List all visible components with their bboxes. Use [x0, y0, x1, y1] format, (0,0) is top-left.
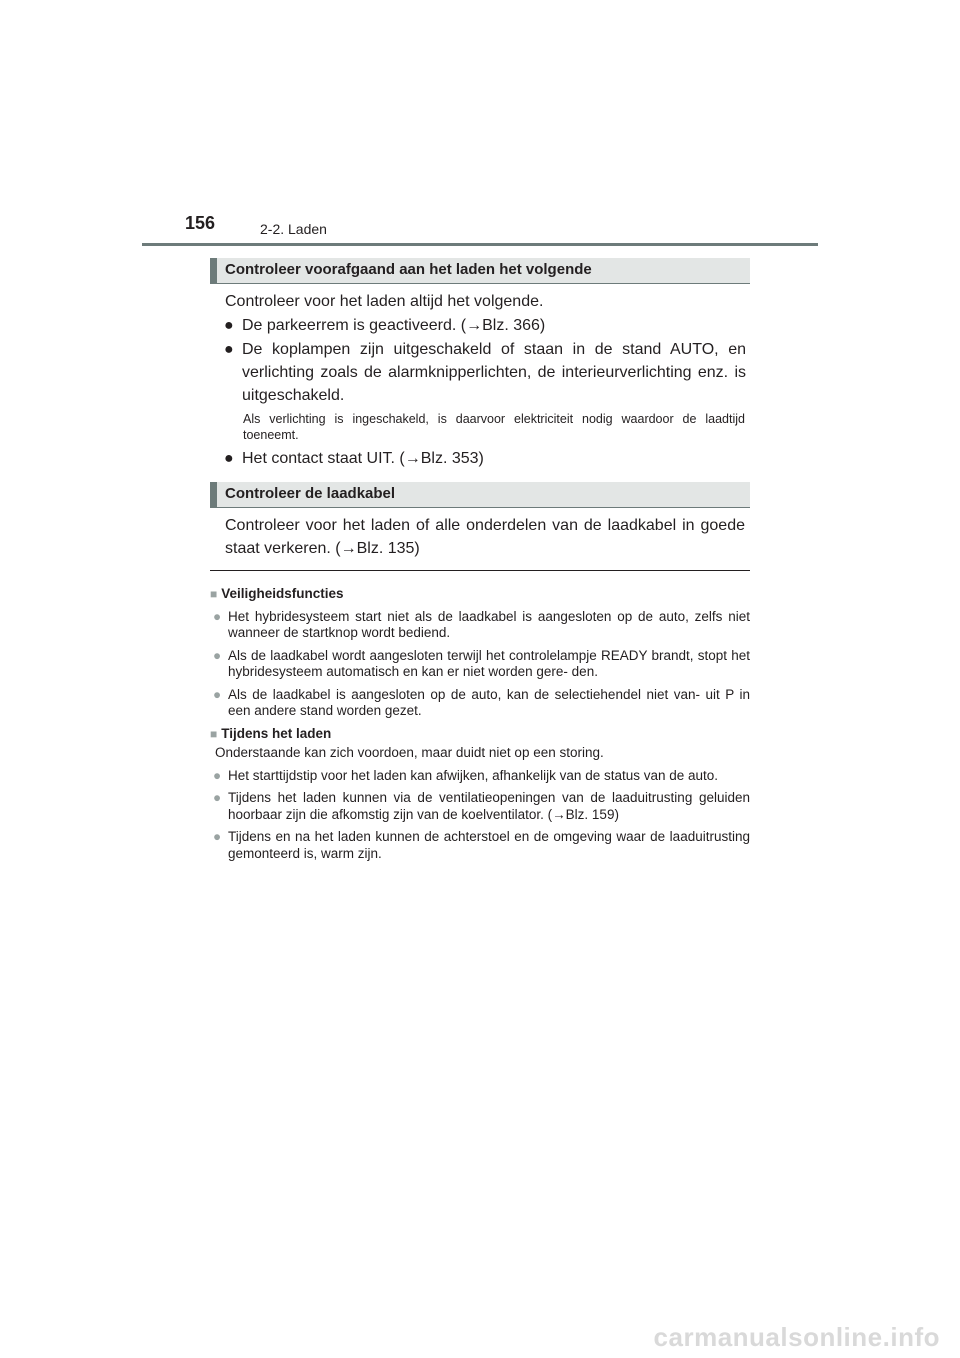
- bullet-dot-icon: ●: [213, 790, 222, 805]
- note-item-text: Als de laadkabel is aangesloten op de auto, kan de selectiehendel niet van- uit P in een andere stand worden gezet.: [228, 686, 750, 718]
- note-item: [210, 829, 750, 862]
- intro-text: Controleer voor het laden altijd het volgende.: [225, 293, 544, 310]
- note-item: [210, 609, 750, 642]
- note-item: [210, 687, 750, 720]
- note-item: [210, 648, 750, 681]
- watermark: carmanualsonline.info: [653, 1322, 940, 1352]
- bullet-dot-icon: ●: [213, 686, 222, 702]
- bullet-item: [224, 314, 746, 337]
- section-label: 2-2. Laden: [260, 221, 327, 237]
- note-group-title: [210, 586, 750, 603]
- bullet-dot-icon: ●: [224, 450, 234, 467]
- bullet-text: De koplampen zijn uitgeschakeld of staan in de stand AUTO, en verlichting zoals de alarmknipperlichten, de interieurverlichting enz. is uitgeschakeld.: [242, 341, 746, 404]
- bullet-dot-icon: ●: [213, 767, 222, 783]
- square-bullet-icon: ■: [210, 726, 218, 741]
- divider: [210, 570, 750, 571]
- bullet-dot-icon: ●: [213, 608, 222, 624]
- note-item-text: Tijdens het laden kunnen via de ventilatieopeningen van de laaduitrusting geluiden hoorbaar zijn die afkomstig zijn van de koelventilator. (→Blz. 159): [228, 790, 750, 822]
- bullet-dot-icon: ●: [213, 829, 222, 844]
- header-rule: [142, 243, 818, 246]
- notes-block: [210, 580, 750, 862]
- note-item-text: Het starttijdstip voor het laden kan afwijken, afhankelijk van de status van de auto.: [228, 767, 719, 783]
- note-item: [210, 790, 750, 823]
- bullet-dot-icon: ●: [224, 317, 234, 334]
- note-item-text: Als de laadkabel wordt aangesloten terwijl het controlelampje READY brandt, stopt het hybridesysteem automatisch en kan er niet worden gere- den.: [228, 647, 750, 679]
- bullet-dot-icon: ●: [213, 647, 222, 663]
- square-bullet-icon: ■: [210, 587, 218, 601]
- bullet-text: Het contact staat UIT. (→Blz. 353): [242, 450, 484, 467]
- bullet-dot-icon: ●: [224, 341, 234, 358]
- heading-bar-charging-check: [210, 258, 750, 284]
- note-item: [210, 768, 750, 785]
- heading-text: Controleer de laadkabel: [225, 485, 396, 502]
- bullet-item: [224, 338, 746, 407]
- cable-check-text: Controleer voor het laden of alle onderdelen van de laadkabel in goede staat verkeren. (→Blz. 135): [225, 517, 745, 557]
- heading-accent: [210, 258, 217, 283]
- note-group-title-text: Veiligheidsfuncties: [221, 586, 344, 601]
- heading-text: Controleer voorafgaand aan het laden het volgende: [225, 261, 592, 278]
- note-item-text: Tijdens en na het laden kunnen de achterstoel en de omgeving waar de laaduitrusting gemonteerd is, warm zijn.: [228, 829, 750, 861]
- note-intro: Onderstaande kan zich voordoen, maar duidt niet op een storing.: [215, 745, 604, 760]
- bullet-item: [224, 447, 746, 470]
- note-group-title: [210, 726, 750, 743]
- note-item-text: Het hybridesysteem start niet als de laadkabel is aangesloten op de auto, zelfs niet wanneer de startknop wordt bediend.: [228, 608, 750, 640]
- page-number: 156: [185, 213, 216, 233]
- heading-bar-charging-cable: [210, 482, 750, 508]
- bullet-text: De parkeerrem is geactiveerd. (→Blz. 366): [242, 317, 546, 334]
- note-text: Als verlichting is ingeschakeld, is daarvoor elektriciteit nodig waardoor de laadtijd toeneemt.: [243, 412, 745, 442]
- note-group-title-text: Tijdens het laden: [221, 725, 332, 741]
- heading-accent: [210, 482, 217, 507]
